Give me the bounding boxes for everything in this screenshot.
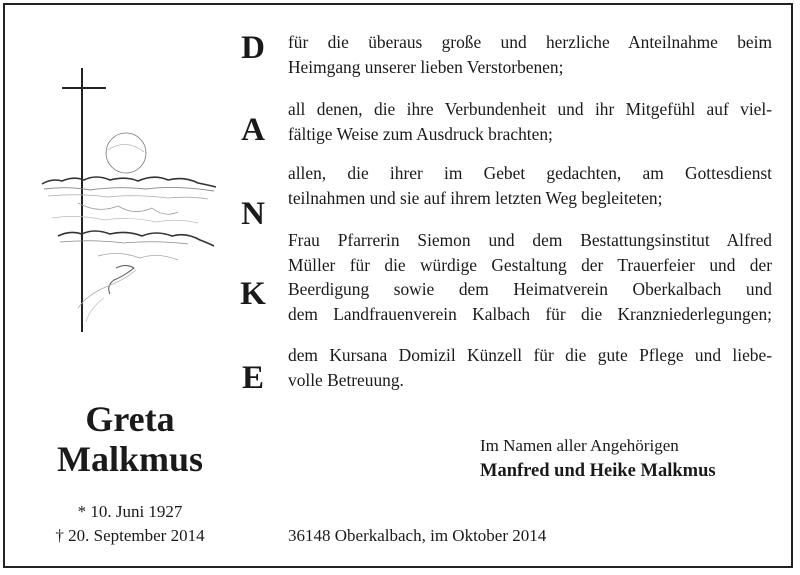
paragraph-line: fältige Weise zum Ausdruck brachten;: [288, 123, 553, 144]
signature-names: Manfred und Heike Malkmus: [480, 461, 716, 481]
paragraph-line: teilnahmen und sie auf ihrem letzten Weg begleiteten;: [288, 187, 663, 208]
paragraph-line: Müller für die würdige Gestaltung der Trauerfeier und der: [288, 254, 772, 275]
birth-date: * 10. Juni 1927: [77, 502, 183, 521]
place-date: 36148 Oberkalbach, im Oktober 2014: [288, 526, 547, 545]
paragraph-line: Frau Pfarrerin Siemon und dem Bestattungsinstitut Alfred: [288, 230, 772, 250]
danke-letter: A: [241, 112, 265, 148]
danke-letter: K: [240, 276, 266, 312]
paragraph-line: dem Kursana Domizil Künzell für die gute Pflege und liebe-: [288, 345, 772, 365]
memorial-illustration: [38, 68, 223, 343]
thanks-paragraph: [288, 161, 772, 210]
danke-letter: E: [241, 360, 264, 396]
sun-icon: [106, 133, 146, 173]
paragraph-line: volle Betreuung.: [288, 369, 404, 390]
paragraph-line: Heimgang unserer lieben Verstorbenen;: [288, 56, 564, 77]
thanks-paragraph: [288, 228, 772, 326]
paragraph-line: dem Landfrauenverein Kalbach für die Kranzniederlegungen;: [288, 303, 772, 324]
thanks-paragraph: [288, 30, 772, 79]
paragraph-line: Beerdigung sowie dem Heimatverein Oberkalbach und: [288, 279, 772, 299]
landscape-drawing: [42, 177, 216, 322]
thanks-paragraph: [288, 97, 772, 146]
signature-intro: Im Namen aller Angehörigen: [480, 436, 679, 455]
paragraph-line: all denen, die ihre Verbundenheit und ihr Mitgefühl auf viel-: [288, 99, 772, 119]
paragraph-line: allen, die ihrer im Gebet gedachten, am Gottesdienst: [288, 163, 772, 183]
death-date: † 20. September 2014: [55, 526, 205, 545]
danke-letter: N: [241, 196, 265, 232]
thanks-paragraph: [288, 343, 772, 392]
paragraph-line: für die überaus große und herzliche Anteilnahme beim: [288, 32, 772, 52]
deceased-last-name: Malkmus: [56, 439, 204, 479]
danke-letter: D: [241, 30, 265, 66]
deceased-first-name: Greta: [85, 399, 175, 439]
cross-icon: [62, 68, 106, 332]
